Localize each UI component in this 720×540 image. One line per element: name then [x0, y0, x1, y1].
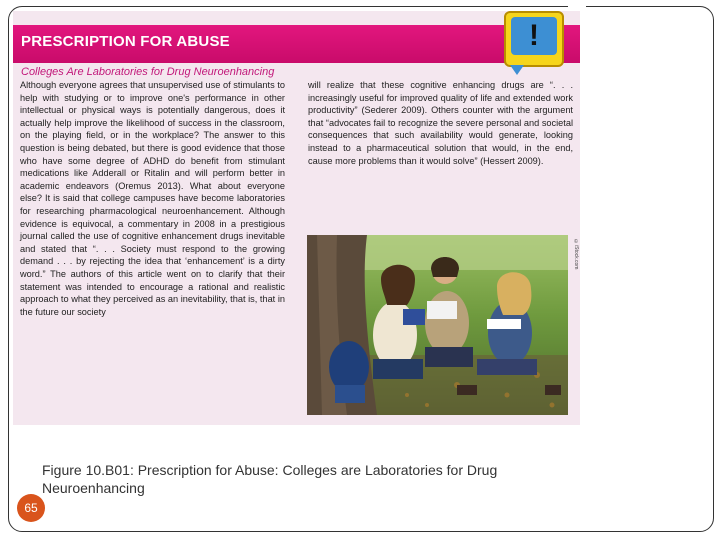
- alert-icon-glyph: !: [529, 19, 539, 52]
- students-studying-photo: [307, 235, 568, 415]
- speech-tail-icon: [510, 65, 524, 75]
- alert-icon-panel: [511, 17, 557, 55]
- textbook-figure: [13, 11, 580, 425]
- photo-credit: ©iStock.com: [573, 239, 579, 270]
- left-column-text: Although everyone agrees that unsupervised use of stimulants to help with studying or to improve one's performance in other intellectual or physical ways is potentially dangerous, does it actually help improve the likelihood of success in the classroom, on the playing field, or in the workplace? The answer to this question is being debated, but there is good evidence that those who have some degree of ADHD do benefit from stimulant medications like Adderall or Ritalin and will perform better in academic endeavors (Oremus 2013). What about everyone else? It is said that college campuses have become laboratories for researching pharmacological neuroenhancement. Although evidence is equivocal, a commentary in 2008 in a prestigious journal called the use of cognitive enhancement drugs inevitable and stated that “. . . Society must respond to the growing demand . . . by rejecting the idea that ‘enhancement’ is a dirty word.” The authors of this article went on to clarify that their statement was intended to encourage a rational and realistic approach to what they perceived as an inevitability, that is, that in the future our society: [20, 80, 285, 317]
- figure-caption: Figure 10.B01: Prescription for Abuse: Colleges are Laboratories for Drug Neuroenhancing: [42, 462, 498, 496]
- header-bar: [13, 25, 580, 63]
- figure-subtitle: Colleges Are Laboratories for Drug Neuroenhancing: [21, 66, 275, 78]
- right-column-text: will realize that these cognitive enhancing drugs are “. . . increasingly useful for improved quality of life and extended work productivity” (Sederer 2009). Others counter with the argument that “advocates fail to recognize the severe personal and societal consequences that such availability would generate, looking instead to a pharmaceutical solution that would, in the end, cause more problems than it would solve” (Hessert 2009).: [308, 80, 573, 166]
- header-title: PRESCRIPTION FOR ABUSE: [21, 33, 230, 50]
- page-number-badge: 65: [17, 494, 45, 522]
- frame-gap: [568, 0, 586, 10]
- exclamation-icon: [504, 11, 564, 67]
